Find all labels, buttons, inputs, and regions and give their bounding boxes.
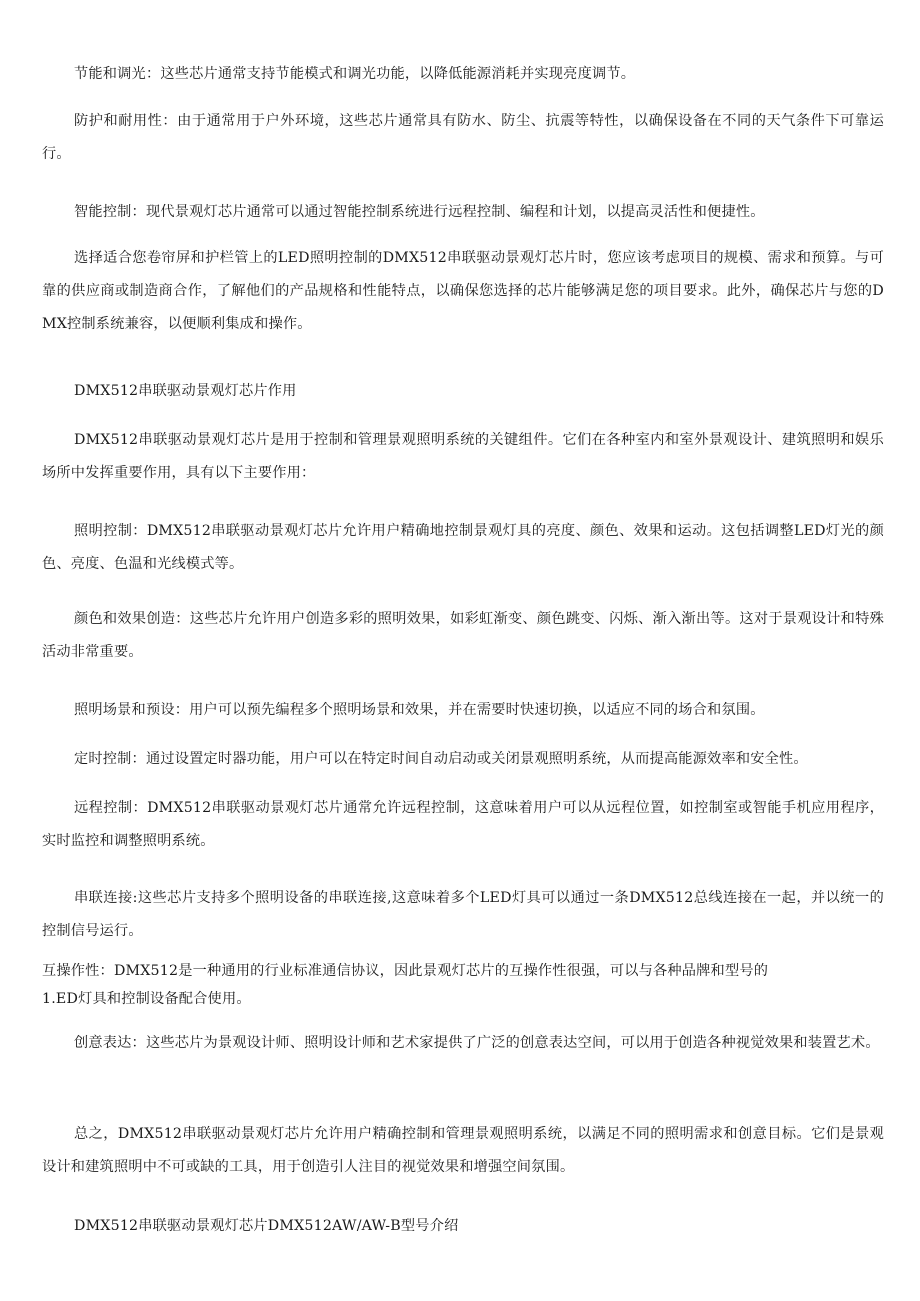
section-heading-model-intro: DMX512串联驱动景观灯芯片DMX512AW/AW-B型号介绍 [74,1218,459,1234]
section-heading-chip-function: DMX512串联驱动景观灯芯片作用 [74,383,297,399]
paragraph-color-effects: 颜色和效果创造：这些芯片允许用户创造多彩的照明效果，如彩虹渐变、颜色跳变、闪烁、渐入渐出等。这对于景观设计和特殊活动非常重要。 [42,611,884,660]
paragraph-chip-overview: DMX512串联驱动景观灯芯片是用于控制和管理景观照明系统的关键组件。它们在各种室内和室外景观设计、建筑照明和娱乐场所中发挥重要作用，具有以下主要作用： [42,432,884,481]
paragraph-protection-durability: 防护和耐用性：由于通常用于户外环境，这些芯片通常具有防水、防尘、抗震等特性，以确保设备在不同的天气条件下可靠运行。 [42,113,884,162]
paragraph-smart-control: 智能控制：现代景观灯芯片通常可以通过智能控制系统进行远程控制、编程和计划，以提高灵活性和便捷性。 [74,204,765,220]
paragraph-lighting-control: 照明控制：DMX512串联驱动景观灯芯片允许用户精确地控制景观灯具的亮度、颜色、效果和运动。这包括调整LED灯光的颜色、亮度、色温和光线模式等。 [42,523,884,572]
paragraph-interoperability-continued: 1.ED灯具和控制设备配合使用。 [42,991,251,1007]
paragraph-remote-control: 远程控制：DMX512串联驱动景观灯芯片通常允许远程控制，这意味着用户可以从远程位置，如控制室或智能手机应用程序，实时监控和调整照明系统。 [42,800,884,849]
paragraph-selection-advice: 选择适合您卷帘屏和护栏管上的LED照明控制的DMX512串联驱动景观灯芯片时，您应该考虑项目的规模、需求和预算。与可靠的供应商或制造商合作，了解他们的产品规格和性能特点，以确保您选择的芯片能够满足您的项目要求。此外，确保芯片与您的DMX控制系统兼容，以便顺利集成和操作。 [42,250,884,332]
paragraph-scenes-presets: 照明场景和预设：用户可以预先编程多个照明场景和效果，并在需要时快速切换，以适应不同的场合和氛围。 [74,702,765,718]
paragraph-interoperability: 互操作性：DMX512是一种通用的行业标准通信协议，因此景观灯芯片的互操作性很强，可以与各种品牌和型号的 [42,963,769,979]
paragraph-summary: 总之，DMX512串联驱动景观灯芯片允许用户精确控制和管理景观照明系统，以满足不同的照明需求和创意目标。它们是景观设计和建筑照明中不可或缺的工具，用于创造引人注目的视觉效果和增强空间氛围。 [42,1126,884,1175]
paragraph-timer-control: 定时控制：通过设置定时器功能，用户可以在特定时间自动启动或关闭景观照明系统，从而提高能源效率和安全性。 [74,751,808,767]
paragraph-energy-dimming: 节能和调光：这些芯片通常支持节能模式和调光功能，以降低能源消耗并实现亮度调节。 [74,66,636,82]
paragraph-serial-connection: 串联连接:这些芯片支持多个照明设备的串联连接,这意味着多个LED灯具可以通过一条DMX512总线连接在一起，并以统一的控制信号运行。 [42,890,884,939]
paragraph-creative-expression: 创意表达：这些芯片为景观设计师、照明设计师和艺术家提供了广泛的创意表达空间，可以用于创造各种视觉效果和装置艺术。 [74,1035,880,1051]
